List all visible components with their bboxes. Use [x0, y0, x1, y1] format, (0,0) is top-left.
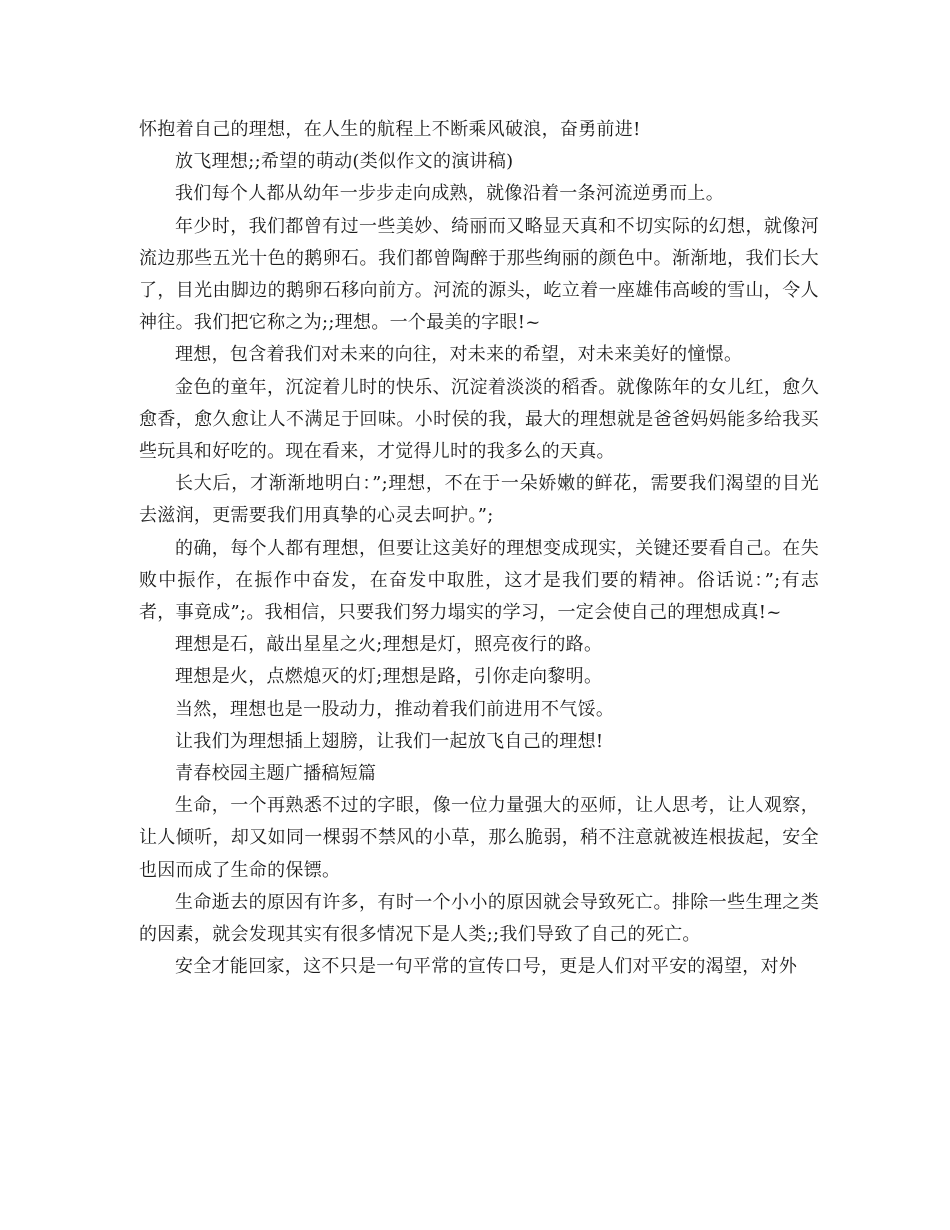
section-heading-fly-ideals: 放飞理想;;希望的萌动(类似作文的演讲稿) — [175, 151, 514, 173]
paragraph-11: 当然，理想也是一股动力，推动着我们前进用不气馁。 — [175, 698, 615, 720]
paragraph-16: 安全才能回家，这不只是一句平常的宣传口号，更是人们对平安的渴望，对外 — [175, 956, 798, 978]
paragraph-5: 理想，包含着我们对未来的向往，对未来的希望，对未来美好的憧憬。 — [175, 344, 743, 366]
section-heading-campus-broadcast: 青春校园主题广播稿短篇 — [175, 763, 377, 785]
paragraph-4: 年少时，我们都曾有过一些美妙、绮丽而又略显天真和不切实际的幻想，就像河流边那些五光十色的鹅卵石。我们都曾陶醉于那些绚丽的颜色中。渐渐地，我们长大了，目光由脚边的鹅卵石移向前方。河流的源头，屹立着一座雄伟高峻的雪山，令人神往。我们把它称之为;;理想。一个最美的字眼!~ — [139, 215, 819, 334]
paragraph-10: 理想是火，点燃熄灭的灯;理想是路，引你走向黎明。 — [175, 666, 603, 688]
paragraph-9: 理想是石，敲出星星之火;理想是灯，照亮夜行的路。 — [175, 634, 603, 656]
paragraph-12: 让我们为理想插上翅膀，让我们一起放飞自己的理想! — [175, 730, 604, 752]
paragraph-7: 长大后，才渐渐地明白：”;理想，不在于一朵娇嫩的鲜花，需要我们渴望的目光去滋润，更需要我们用真挚的心灵去呵护。”; — [139, 473, 819, 527]
paragraph-6: 金色的童年，沉淀着儿时的快乐、沉淀着淡淡的稻香。就像陈年的女儿红，愈久愈香，愈久愈让人不满足于回味。小时侯的我，最大的理想就是爸爸妈妈能多给我买些玩具和好吃的。现在看来，才觉得儿时的我多么的天真。 — [139, 376, 819, 463]
paragraph-1: 怀抱着自己的理想，在人生的航程上不断乘风破浪，奋勇前进! — [139, 119, 641, 140]
paragraph-15: 生命逝去的原因有许多，有时一个小小的原因就会导致死亡。排除一些生理之类的因素，就会发现其实有很多情况下是人类;;我们导致了自己的死亡。 — [139, 891, 819, 946]
paragraph-14: 生命，一个再熟悉不过的字眼，像一位力量强大的巫师，让人思考，让人观察，让人倾听，却又如同一棵弱不禁风的小草，那么脆弱，稍不注意就被连根拔起，安全也因而成了生命的保镖。 — [139, 795, 819, 881]
paragraph-8: 的确，每个人都有理想，但要让这美好的理想变成现实，关键还要看自己。在失败中振作，在振作中奋发，在奋发中取胜，这才是我们要的精神。俗话说：”;有志者，事竟成”;。我相信，只要我们努力塌实的学习，一定会使自己的理想成真!~ — [139, 537, 819, 624]
paragraph-3: 我们每个人都从幼年一步步走向成熟，就像沿着一条河流逆勇而上。 — [175, 183, 724, 205]
document-body — [139, 114, 819, 983]
